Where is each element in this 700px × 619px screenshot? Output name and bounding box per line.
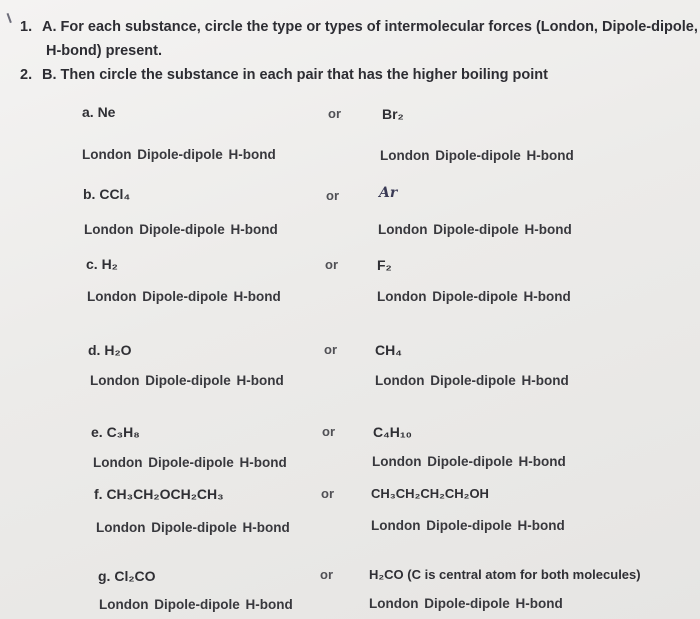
pair-a-right-options: London Dipole-dipole H-bond <box>380 148 574 163</box>
pair-g-right-options: London Dipole-dipole H-bond <box>369 596 563 611</box>
pair-d-right: CH₄ <box>375 342 402 358</box>
pair-a-or: or <box>328 106 341 121</box>
pair-c-or: or <box>325 257 338 272</box>
instruction-2-number: 2. <box>20 67 33 83</box>
pair-d-left-options: London Dipole-dipole H-bond <box>90 373 284 388</box>
instruction-2-text: B. Then circle the substance in each pair that has the higher boiling point <box>42 67 548 83</box>
pair-e-or: or <box>322 424 335 439</box>
pair-f-or: or <box>321 486 334 501</box>
pair-c-left: c. H₂ <box>86 256 118 272</box>
pair-e-right-options: London Dipole-dipole H-bond <box>372 454 566 469</box>
pair-b-left-options: London Dipole-dipole H-bond <box>84 222 278 237</box>
instruction-1-line-1 <box>20 19 698 35</box>
pair-b-or: or <box>326 188 339 203</box>
pair-g-right: H₂CO (C is central atom for both molecules) <box>369 567 641 582</box>
pair-d-right-options: London Dipole-dipole H-bond <box>375 373 569 388</box>
pair-e-left-options: London Dipole-dipole H-bond <box>93 455 287 470</box>
pair-f-left-options: London Dipole-dipole H-bond <box>96 520 290 535</box>
pair-f-right: CH₃CH₂CH₂CH₂OH <box>371 486 489 501</box>
pair-a-left-options: London Dipole-dipole H-bond <box>82 147 276 162</box>
pair-b-right-options: London Dipole-dipole H-bond <box>378 222 572 237</box>
pair-b-left: b. CCl₄ <box>83 186 131 202</box>
pair-g-left: g. Cl₂CO <box>98 568 156 584</box>
pair-f-left: f. CH₃CH₂OCH₂CH₃ <box>94 486 224 502</box>
pair-c-right: F₂ <box>377 257 392 273</box>
pair-g-left-options: London Dipole-dipole H-bond <box>99 597 293 612</box>
pair-f-right-options: London Dipole-dipole H-bond <box>371 518 565 533</box>
instruction-1-line-2: H-bond) present. <box>46 43 162 59</box>
pair-d-or: or <box>324 342 337 357</box>
pen-mark-icon <box>7 11 18 23</box>
pair-a-left: a. Ne <box>82 104 116 120</box>
pair-c-left-options: London Dipole-dipole H-bond <box>87 289 281 304</box>
instruction-1-text: A. For each substance, circle the type or types of intermolecular forces (London, Dipole-dipole, <box>42 19 698 35</box>
pair-b-right: Ar <box>379 185 398 201</box>
pair-g-or: or <box>320 567 333 582</box>
pair-e-left: e. C₃H₈ <box>91 424 140 440</box>
instruction-2 <box>20 67 548 83</box>
pair-d-left: d. H₂O <box>88 342 132 358</box>
instruction-1-number: 1. <box>20 19 33 35</box>
pair-a-right: Br₂ <box>382 106 404 122</box>
pair-c-right-options: London Dipole-dipole H-bond <box>377 289 571 304</box>
pair-e-right: C₄H₁₀ <box>373 424 412 440</box>
